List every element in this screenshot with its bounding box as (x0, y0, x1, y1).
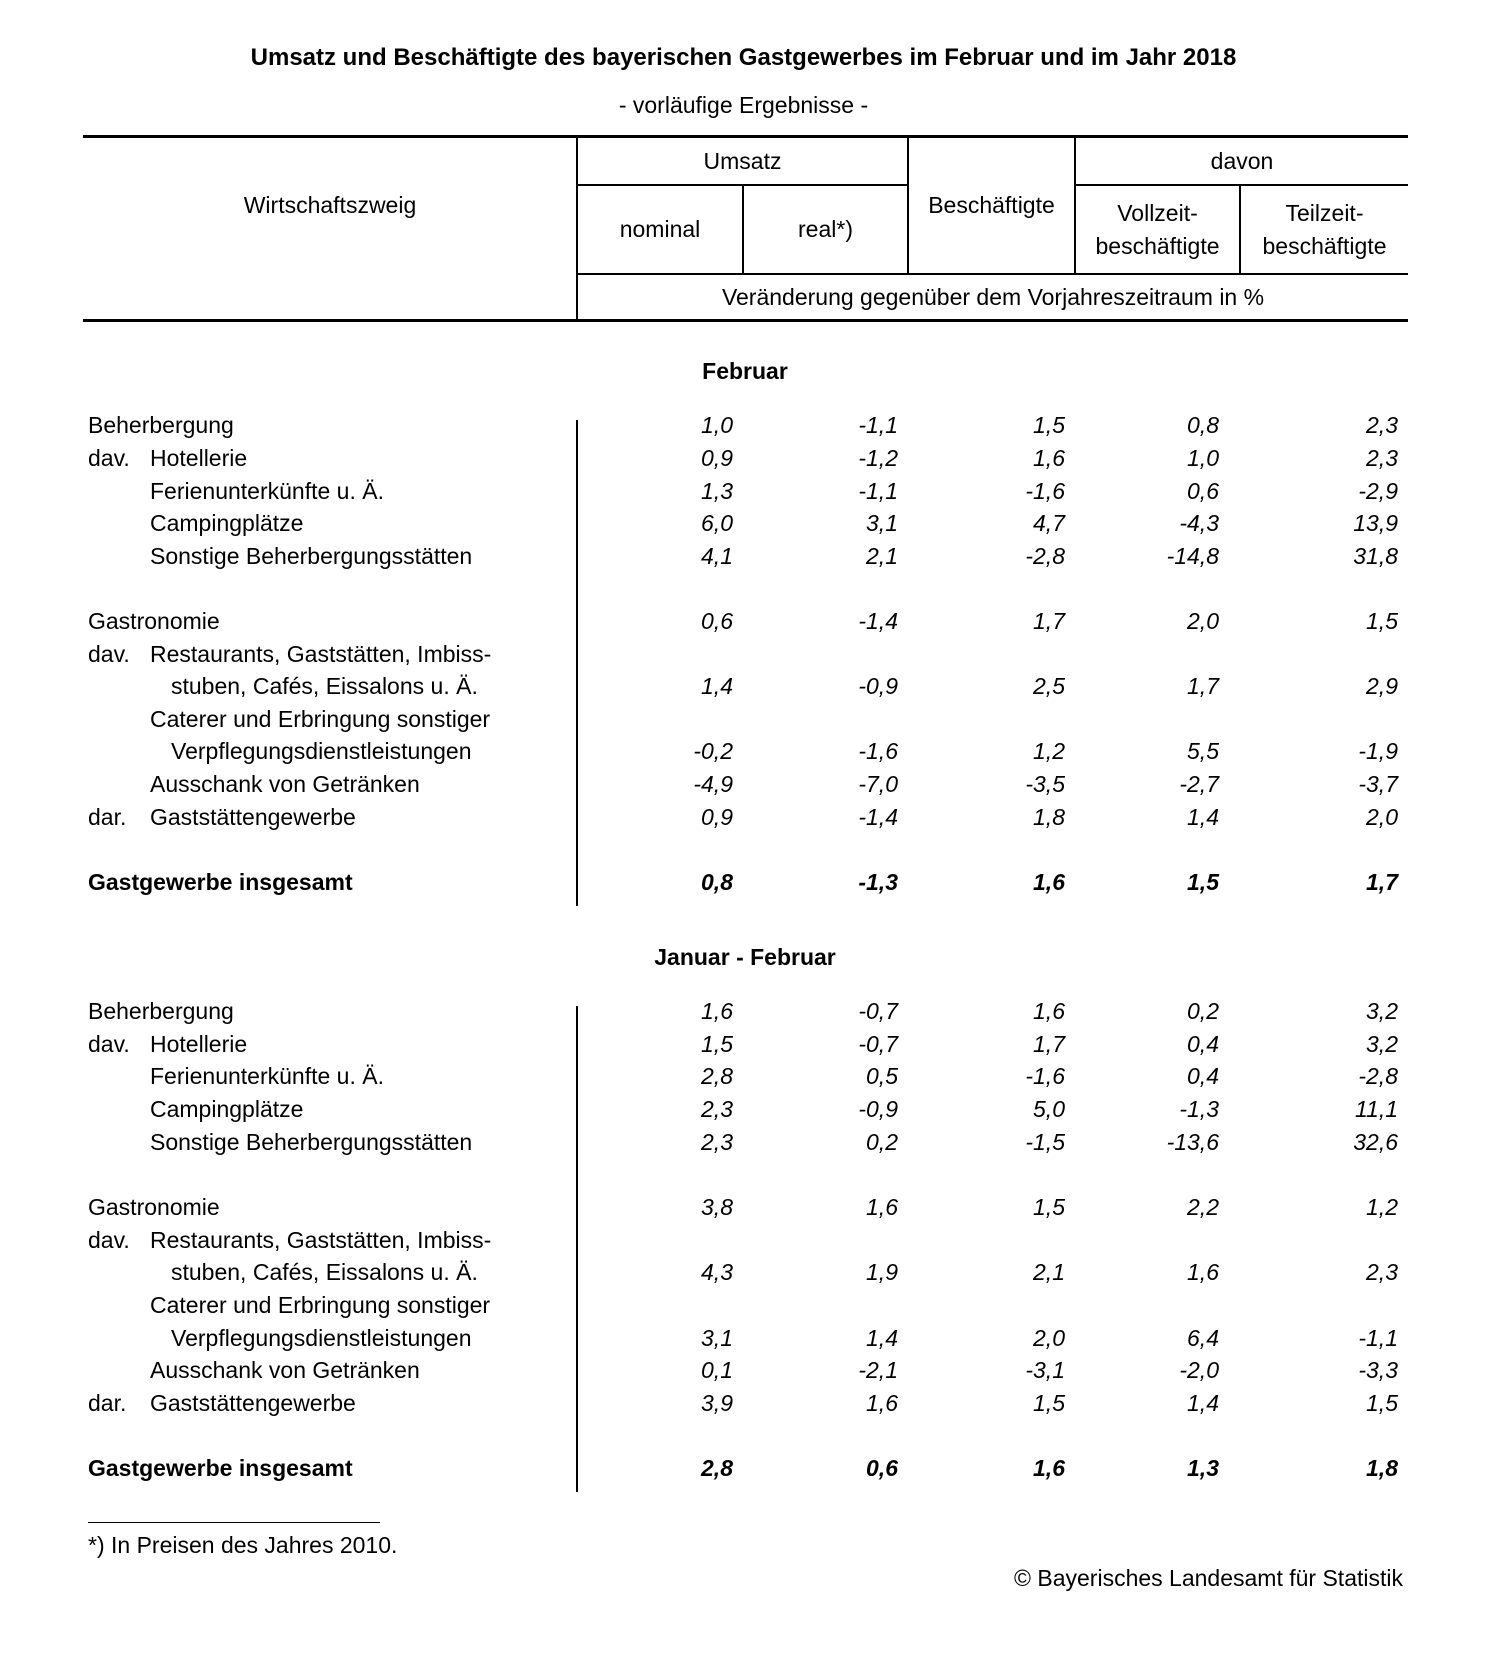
table-row (0, 998, 1487, 1030)
row-value-col-2: 0,6 (866, 1455, 898, 1481)
row-value-col-3: 2,5 (1033, 673, 1065, 699)
row-value-col-4: 0,8 (1187, 412, 1219, 438)
table-row (0, 412, 1487, 444)
row-label: Campingplätze (150, 1096, 304, 1122)
row-value-col-4: -1,3 (1179, 1096, 1219, 1122)
table-row (0, 1259, 1487, 1291)
row-value-col-3: 1,6 (1033, 445, 1065, 471)
row-value-col-5: 1,7 (1366, 869, 1398, 895)
row-value-col-2: -1,6 (858, 738, 898, 764)
table-row (0, 1129, 1487, 1161)
row-value-col-4: -2,7 (1179, 771, 1219, 797)
row-value-col-2: 1,6 (866, 1390, 898, 1416)
table-row (0, 1227, 1487, 1259)
header-teilzeit-line1: Teilzeit- (1285, 199, 1364, 226)
row-value-col-1: 3,8 (701, 1194, 733, 1220)
row-label: Restaurants, Gaststätten, Imbiss- (150, 641, 492, 667)
header-vollzeit-line1: Vollzeit- (1117, 199, 1198, 226)
row-value-col-3: -3,5 (1025, 771, 1065, 797)
row-value-col-5: -3,3 (1358, 1357, 1398, 1383)
row-value-col-3: 1,2 (1033, 738, 1065, 764)
row-value-col-4: 6,4 (1187, 1325, 1219, 1351)
row-value-col-4: -2,0 (1179, 1357, 1219, 1383)
row-value-col-3: 2,1 (1033, 1259, 1065, 1285)
copyright: © Bayerisches Landesamt für Statistik (1014, 1565, 1403, 1591)
row-value-col-2: 0,5 (866, 1063, 898, 1089)
row-value-col-4: 1,5 (1187, 869, 1219, 895)
row-value-col-5: 2,3 (1366, 1259, 1398, 1285)
row-label: Restaurants, Gaststätten, Imbiss- (150, 1227, 492, 1253)
table-row (0, 1390, 1487, 1422)
table-row (0, 673, 1487, 705)
footnote: *) In Preisen des Jahres 2010. (88, 1532, 398, 1558)
row-value-col-1: 4,1 (701, 543, 733, 569)
row-value-col-4: -13,6 (1166, 1129, 1219, 1155)
row-label: Hotellerie (150, 445, 248, 471)
row-value-col-3: 1,5 (1033, 412, 1065, 438)
row-prefix: dar. (88, 804, 127, 830)
row-value-col-5: 31,8 (1353, 543, 1398, 569)
table-row (0, 478, 1487, 510)
row-value-col-2: -0,9 (858, 673, 898, 699)
row-value-col-2: -1,3 (858, 869, 898, 895)
row-value-col-3: 1,5 (1033, 1390, 1065, 1416)
row-value-col-3: 2,0 (1033, 1325, 1065, 1351)
header-vollzeit (1076, 186, 1239, 273)
row-label: Ausschank von Getränken (150, 771, 420, 797)
row-value-col-5: 2,3 (1366, 445, 1398, 471)
row-value-col-1: 3,1 (701, 1325, 733, 1351)
row-label: stuben, Cafés, Eissalons u. Ä. (171, 1259, 478, 1285)
table-row (0, 1325, 1487, 1357)
row-value-col-3: 1,8 (1033, 804, 1065, 830)
row-value-col-1: 1,5 (701, 1031, 733, 1057)
table-row (0, 1292, 1487, 1324)
row-prefix: dav. (88, 445, 130, 471)
row-label: Gaststättengewerbe (150, 804, 356, 830)
row-value-col-5: 1,8 (1366, 1455, 1398, 1481)
header-vollzeit-line2: beschäftigte (1095, 232, 1220, 259)
row-label: Caterer und Erbringung sonstiger (150, 706, 491, 732)
row-value-col-4: 5,5 (1187, 738, 1219, 764)
row-label: stuben, Cafés, Eissalons u. Ä. (171, 673, 478, 699)
row-value-col-1: 1,4 (701, 673, 733, 699)
header-umsatz: Umsatz (703, 147, 782, 174)
row-value-col-4: 0,4 (1187, 1031, 1219, 1057)
row-value-col-1: 0,9 (701, 445, 733, 471)
row-value-col-2: 1,4 (866, 1325, 898, 1351)
row-value-col-1: -4,9 (693, 771, 733, 797)
row-label: Campingplätze (150, 510, 304, 536)
table-row (0, 771, 1487, 803)
row-value-col-4: 2,2 (1187, 1194, 1219, 1220)
row-value-col-3: 1,5 (1033, 1194, 1065, 1220)
row-value-col-5: 13,9 (1353, 510, 1398, 536)
header-nominal: nominal (619, 216, 701, 242)
row-prefix: dav. (88, 1227, 130, 1253)
header-teilzeit-line2: beschäftigte (1262, 232, 1387, 259)
page-title: Umsatz und Beschäftigte des bayerischen Gastgewerbes im Februar und im Jahr 2018 (250, 44, 1237, 71)
row-value-col-3: 1,7 (1033, 608, 1065, 634)
row-value-col-4: -14,8 (1166, 543, 1219, 569)
row-value-col-1: 1,3 (701, 478, 733, 504)
row-value-col-4: 2,0 (1187, 608, 1219, 634)
row-value-col-3: 4,7 (1033, 510, 1065, 536)
row-value-col-4: 0,6 (1187, 478, 1219, 504)
row-value-col-2: -0,9 (858, 1096, 898, 1122)
row-value-col-2: -0,7 (858, 998, 898, 1024)
row-value-col-1: 6,0 (701, 510, 733, 536)
row-value-col-5: -3,7 (1358, 771, 1398, 797)
table-row (0, 510, 1487, 542)
table-row (0, 706, 1487, 738)
row-value-col-4: -4,3 (1179, 510, 1219, 536)
row-value-col-5: 3,2 (1366, 998, 1398, 1024)
row-value-col-1: 0,8 (701, 869, 733, 895)
row-value-col-2: 3,1 (866, 510, 898, 536)
row-prefix: dar. (88, 1390, 127, 1416)
row-value-col-3: 5,0 (1033, 1096, 1065, 1122)
row-prefix: dav. (88, 1031, 130, 1057)
row-value-col-3: -2,8 (1025, 543, 1065, 569)
row-value-col-1: 3,9 (701, 1390, 733, 1416)
row-label: Sonstige Beherbergungsstätten (150, 1129, 473, 1155)
row-label: Caterer und Erbringung sonstiger (150, 1292, 491, 1318)
header-bottom-rule (83, 319, 1408, 322)
row-value-col-2: -7,0 (858, 771, 898, 797)
row-label: Verpflegungsdienstleistungen (171, 738, 472, 764)
row-value-col-4: 1,4 (1187, 804, 1219, 830)
row-label: Gastgewerbe insgesamt (88, 869, 353, 895)
row-value-col-5: -1,9 (1358, 738, 1398, 764)
row-value-col-2: -2,1 (858, 1357, 898, 1383)
row-value-col-4: 1,0 (1187, 445, 1219, 471)
table-row (0, 869, 1487, 901)
row-value-col-2: 1,9 (866, 1259, 898, 1285)
header-wirtschaftszweig: Wirtschaftszweig (243, 192, 417, 218)
row-value-col-3: 1,6 (1033, 869, 1065, 895)
row-value-col-4: 0,4 (1187, 1063, 1219, 1089)
row-value-col-5: 2,3 (1366, 412, 1398, 438)
table-row (0, 1194, 1487, 1226)
row-value-col-5: 1,2 (1366, 1194, 1398, 1220)
row-value-col-1: -0,2 (693, 738, 733, 764)
row-value-col-4: 1,4 (1187, 1390, 1219, 1416)
row-value-col-2: -1,2 (858, 445, 898, 471)
header-davon: davon (1210, 147, 1274, 174)
row-value-col-3: -3,1 (1025, 1357, 1065, 1383)
row-value-col-5: 1,5 (1366, 1390, 1398, 1416)
row-label: Gaststättengewerbe (150, 1390, 356, 1416)
row-label: Beherbergung (88, 998, 234, 1024)
footnote-rule (88, 1522, 380, 1523)
row-value-col-1: 2,8 (701, 1455, 733, 1481)
row-value-col-4: 0,2 (1187, 998, 1219, 1024)
row-value-col-3: 1,7 (1033, 1031, 1065, 1057)
table-row (0, 1096, 1487, 1128)
row-value-col-5: -2,9 (1358, 478, 1398, 504)
row-prefix: dav. (88, 641, 130, 667)
table-row (0, 641, 1487, 673)
row-label: Gastronomie (88, 1194, 220, 1220)
row-label: Gastgewerbe insgesamt (88, 1455, 353, 1481)
row-value-col-5: 2,0 (1366, 804, 1398, 830)
row-value-col-2: -1,4 (858, 804, 898, 830)
row-label: Gastronomie (88, 608, 220, 634)
row-value-col-2: -1,1 (858, 412, 898, 438)
row-value-col-4: 1,6 (1187, 1259, 1219, 1285)
row-value-col-5: -1,1 (1358, 1325, 1398, 1351)
row-value-col-1: 0,9 (701, 804, 733, 830)
row-value-col-1: 2,8 (701, 1063, 733, 1089)
row-label: Beherbergung (88, 412, 234, 438)
table-row (0, 1031, 1487, 1063)
row-value-col-4: 1,3 (1187, 1455, 1219, 1481)
row-value-col-2: 2,1 (866, 543, 898, 569)
row-value-col-1: 1,6 (701, 998, 733, 1024)
row-value-col-3: -1,6 (1025, 1063, 1065, 1089)
table-row (0, 543, 1487, 575)
table-row (0, 1063, 1487, 1095)
row-value-col-2: -1,4 (858, 608, 898, 634)
header-real: real*) (798, 216, 853, 242)
table-row (0, 608, 1487, 640)
row-value-col-5: 1,5 (1366, 608, 1398, 634)
row-value-col-1: 4,3 (701, 1259, 733, 1285)
row-value-col-3: -1,6 (1025, 478, 1065, 504)
table-row (0, 738, 1487, 770)
row-value-col-5: 2,9 (1366, 673, 1398, 699)
row-label: Ferienunterkünfte u. Ä. (150, 478, 384, 504)
section-title-februar: Februar (702, 358, 788, 384)
header-unit-note: Veränderung gegenüber dem Vorjahreszeitraum in % (721, 283, 1265, 310)
row-value-col-2: -1,1 (858, 478, 898, 504)
row-value-col-1: 2,3 (701, 1096, 733, 1122)
row-value-col-1: 2,3 (701, 1129, 733, 1155)
header-teilzeit (1241, 186, 1408, 273)
row-value-col-2: -0,7 (858, 1031, 898, 1057)
row-value-col-1: 1,0 (701, 412, 733, 438)
row-value-col-3: 1,6 (1033, 998, 1065, 1024)
row-value-col-3: 1,6 (1033, 1455, 1065, 1481)
header-beschaeftigte: Beschäftigte (928, 192, 1055, 218)
row-label: Verpflegungsdienstleistungen (171, 1325, 472, 1351)
table-row (0, 804, 1487, 836)
row-label: Sonstige Beherbergungsstätten (150, 543, 473, 569)
row-value-col-2: 1,6 (866, 1194, 898, 1220)
row-value-col-5: 32,6 (1353, 1129, 1398, 1155)
row-label: Ferienunterkünfte u. Ä. (150, 1063, 384, 1089)
row-value-col-1: 0,6 (701, 608, 733, 634)
row-value-col-1: 0,1 (701, 1357, 733, 1383)
row-value-col-2: 0,2 (866, 1129, 898, 1155)
row-label: Hotellerie (150, 1031, 248, 1057)
table-row (0, 1455, 1487, 1487)
row-value-col-3: -1,5 (1025, 1129, 1065, 1155)
table-row (0, 1357, 1487, 1389)
row-value-col-5: -2,8 (1358, 1063, 1398, 1089)
row-value-col-5: 11,1 (1354, 1096, 1398, 1122)
table-row (0, 445, 1487, 477)
row-value-col-4: 1,7 (1187, 673, 1219, 699)
section-title-januar-februar: Januar - Februar (654, 944, 836, 970)
row-value-col-5: 3,2 (1366, 1031, 1398, 1057)
row-label: Ausschank von Getränken (150, 1357, 420, 1383)
page-subtitle: - vorläufige Ergebnisse - (618, 92, 869, 118)
